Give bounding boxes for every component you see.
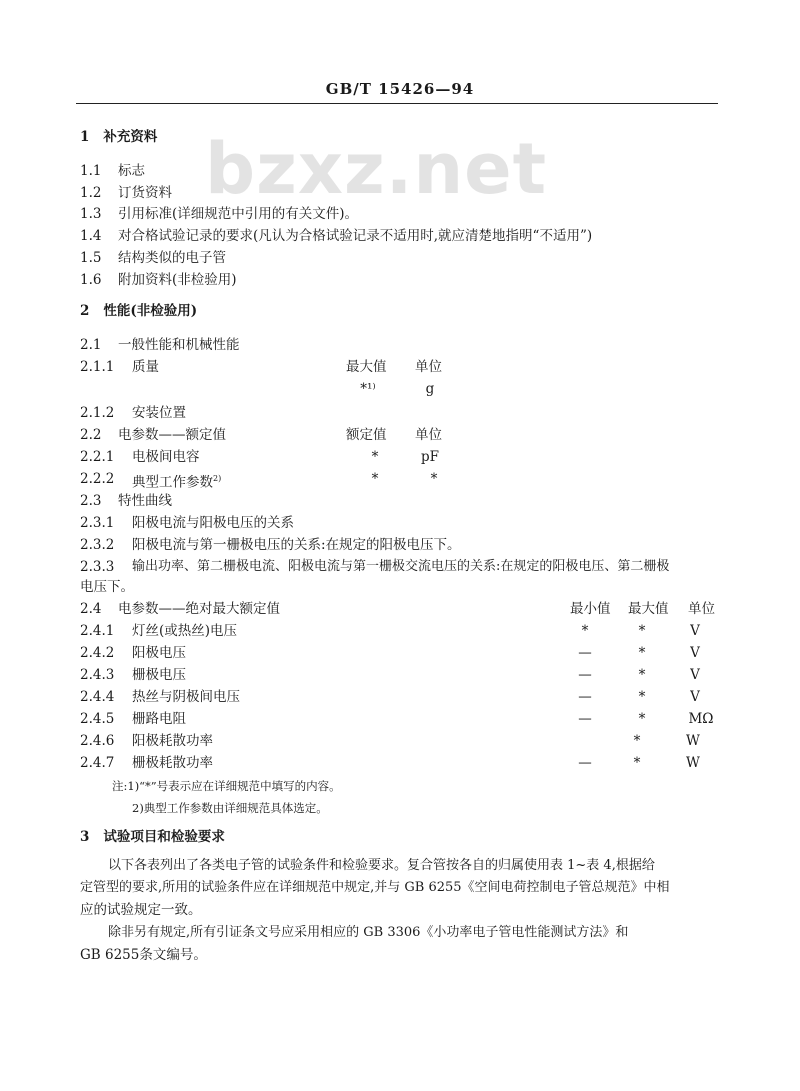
min-value: * — [581, 623, 589, 639]
col-header-min: 最小值 — [570, 601, 611, 617]
max-value: * — [633, 755, 641, 771]
list-item: 1.5 结构类似的电子管 — [80, 250, 226, 266]
list-item-2-2: 2.2 电参数——额定值 额定值 单位 — [80, 424, 720, 446]
list-item: 1.2 订货资料 — [80, 185, 172, 201]
unit-value: pF — [420, 449, 439, 465]
section-title: 补充资料 — [103, 129, 158, 145]
section-1-heading — [80, 126, 157, 148]
rated-value: * — [371, 449, 379, 465]
standard-header: GB/T 15426—94 — [325, 80, 475, 98]
footnote-ref: 2) — [213, 474, 222, 483]
section-3-heading — [80, 826, 225, 848]
unit-value: MΩ — [688, 711, 714, 727]
paragraph-line: 应的试验规定一致。 — [80, 902, 202, 918]
footnote-1: 注:1)“*”号表示应在详细规范中填写的内容。 — [112, 779, 341, 793]
footnote-2: 2)典型工作参数由详细规范具体选定。 — [132, 801, 328, 815]
max-value: * — [633, 733, 641, 749]
min-value: — — [578, 689, 592, 705]
table-row: 2.4.4 热丝与阴极间电压 — * V — [80, 686, 720, 708]
min-value: — — [578, 667, 592, 683]
list-item: 1.3 引用标准(详细规范中引用的有关文件)。 — [80, 206, 359, 222]
section-number: 3 — [80, 829, 90, 845]
min-value: — — [578, 645, 592, 661]
paragraph-line: 除非另有规定,所有引证条文号应采用相应的 GB 3306《小功率电子管电性能测试方法》和 — [108, 925, 629, 940]
section-number: 2 — [80, 303, 90, 319]
col-header-max: 最大值 — [628, 601, 669, 617]
list-item-continuation: 电压下。 — [80, 579, 134, 595]
value-row-2-1-1 — [80, 378, 720, 400]
paragraph-line: GB 6255条文编号。 — [80, 947, 207, 963]
paragraph-line: 定管型的要求,所用的试验条件应在详细规范中规定,并与 GB 6255《空间电荷控制电子管总规范》中相 — [80, 880, 670, 895]
max-value: * — [638, 711, 646, 727]
watermark: bzxz.net — [205, 128, 548, 210]
table-row: 2.4.2 阳极电压 — * V — [80, 642, 720, 664]
max-value: * — [638, 667, 646, 683]
unit-value: V — [690, 645, 700, 661]
col-header-rated: 额定值 — [346, 427, 387, 443]
list-item: 1.6 附加资料(非检验用) — [80, 272, 237, 288]
col-header-unit: 单位 — [415, 427, 442, 443]
unit-value: V — [690, 689, 700, 705]
min-value: — — [578, 711, 592, 727]
list-item-2-1-1: 2.1.1 质量 最大值 单位 — [80, 356, 720, 378]
list-item-2-2-1: 2.2.1 电极间电容 * pF — [80, 446, 720, 468]
list-item: 1.4 对合格试验记录的要求(凡认为合格试验记录不适用时,就应清楚地指明“不适用”) — [80, 228, 593, 244]
list-item: 2.3.3 输出功率、第二栅极电流、阳极电流与第一栅极交流电压的关系:在规定的阳极电压、第二栅极 — [80, 559, 670, 575]
table-row: 2.4.6 阳极耗散功率 * W — [80, 730, 720, 752]
list-item: 2.3.1 阳极电流与阳极电压的关系 — [80, 515, 294, 531]
unit-value: W — [686, 755, 700, 771]
max-value: * — [638, 689, 646, 705]
header-rule — [76, 103, 718, 104]
unit-value: * — [430, 471, 438, 487]
unit-value: V — [690, 623, 700, 639]
col-header-unit: 单位 — [415, 359, 442, 375]
section-number: 1 — [80, 129, 90, 145]
list-item: 2.3 特性曲线 — [80, 493, 172, 509]
max-value: * — [638, 623, 646, 639]
section-title: 试验项目和检验要求 — [103, 829, 225, 845]
table-row: 2.4.5 栅路电阻 — * MΩ — [80, 708, 720, 730]
max-value: *¹⁾ — [360, 381, 376, 397]
list-item-2-4: 2.4 电参数——绝对最大额定值 最小值 最大值 单位 — [80, 598, 720, 620]
unit-value: W — [686, 733, 700, 749]
col-header-unit: 单位 — [688, 601, 715, 617]
min-value: — — [578, 755, 592, 771]
list-item: 2.1.2 安装位置 — [80, 405, 186, 421]
unit-value: g — [425, 381, 435, 397]
table-row: 2.4.7 栅极耗散功率 — * W — [80, 752, 720, 774]
col-header-max: 最大值 — [346, 359, 387, 375]
max-value: * — [638, 645, 646, 661]
table-row: 2.4.1 灯丝(或热丝)电压 * * V — [80, 620, 720, 642]
unit-value: V — [690, 667, 700, 683]
paragraph-line: 以下各表列出了各类电子管的试验条件和检验要求。复合管按各自的归属使用表 1~表 4,根据给 — [108, 858, 655, 873]
list-item-2-2-2: 2.2.2 典型工作参数$^{2)}$ * * — [80, 468, 720, 490]
section-title: 性能(非检验用) — [103, 303, 198, 319]
table-row: 2.4.3 栅极电压 — * V — [80, 664, 720, 686]
list-item: 1.1 标志 — [80, 163, 145, 179]
list-item: 2.3.2 阳极电流与第一栅极电压的关系:在规定的阳极电压下。 — [80, 537, 461, 553]
rated-value: * — [371, 471, 379, 487]
section-2-heading — [80, 300, 197, 322]
list-item: 2.1 一般性能和机械性能 — [80, 337, 240, 353]
